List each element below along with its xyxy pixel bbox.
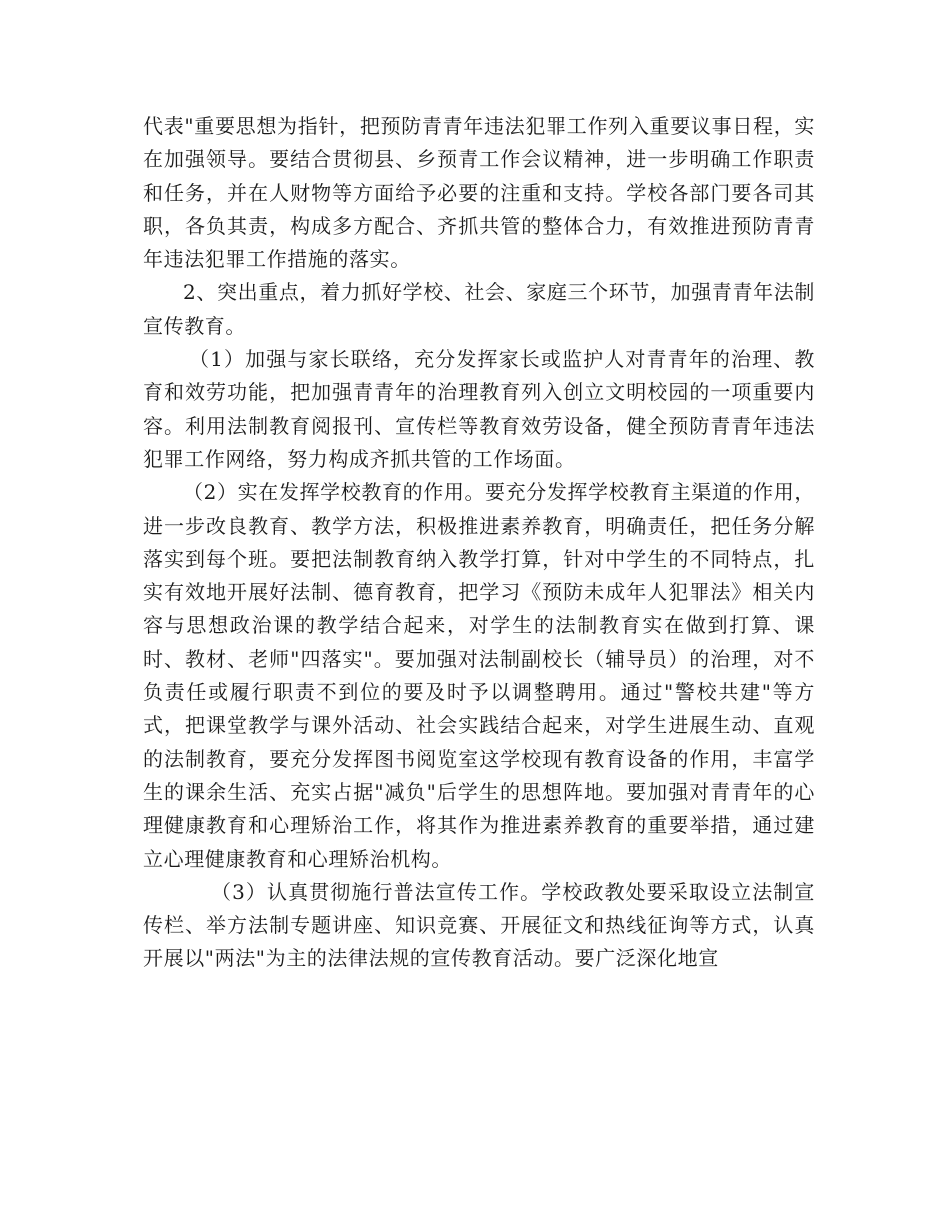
paragraph-parent-contact: （1）加强与家长联络，充分发挥家长或监护人对青青年的治理、教育和效劳功能，把加强青青年的治理教育列入创立文明校园的一项重要内容。利用法制教育阅报刊、宣传栏等教育效劳设备，健全预防青青年违法犯罪工作网络，努力构成齐抓共管的工作场面。 <box>143 347 815 471</box>
paragraph-legal-publicity: （3）认真贯彻施行普法宣传工作。学校政教处要采取设立法制宣传栏、举方法制专题讲座、知识竞赛、开展征文和热线征询等方式，认真开展以"两法"为主的法律法规的宣传教育活动。要广泛深化地宣 <box>143 879 815 971</box>
document-body <box>143 110 815 976</box>
paragraph-school-education: （2）实在发挥学校教育的作用。要充分发挥学校教育主渠道的作用，进一步改良教育、教学方法，积极推进素养教育，明确责任，把任务分解落实到每个班。要把法制教育纳入教学打算，针对中学生的不同特点，扎实有效地开展好法制、德育教育，把学习《预防未成年人犯罪法》相关内容与思想政治课的教学结合起来，对学生的法制教育实在做到打算、课时、教材、老师"四落实"。要加强对法制副校长（辅导员）的治理，对不负责任或履行职责不到位的要及时予以调整聘用。通过"警校共建"等方式，把课堂教学与课外活动、社会实践结合起来，对学生进展生动、直观的法制教育，要充分发挥图书阅览室这学校现有教育设备的作用，丰富学生的课余生活、充实占据"减负"后学生的思想阵地。要加强对青青年的心理健康教育和心理矫治工作，将其作为推进素养教育的重要举措，通过建立心理健康教育和心理矫治机构。 <box>143 480 815 871</box>
paragraph-leadership: 代表"重要思想为指针，把预防青青年违法犯罪工作列入重要议事日程，实在加强领导。要结合贯彻县、乡预青工作会议精神，进一步明确工作职责和任务，并在人财物等方面给予必要的注重和支持。学校各部门要各司其职，各负其责，构成多方配合、齐抓共管的整体合力，有效推进预防青青年违法犯罪工作措施的落实。 <box>143 114 815 272</box>
paragraph-key-points: 2、突出重点，着力抓好学校、社会、家庭三个环节，加强青青年法制宣传教育。 <box>143 280 815 338</box>
